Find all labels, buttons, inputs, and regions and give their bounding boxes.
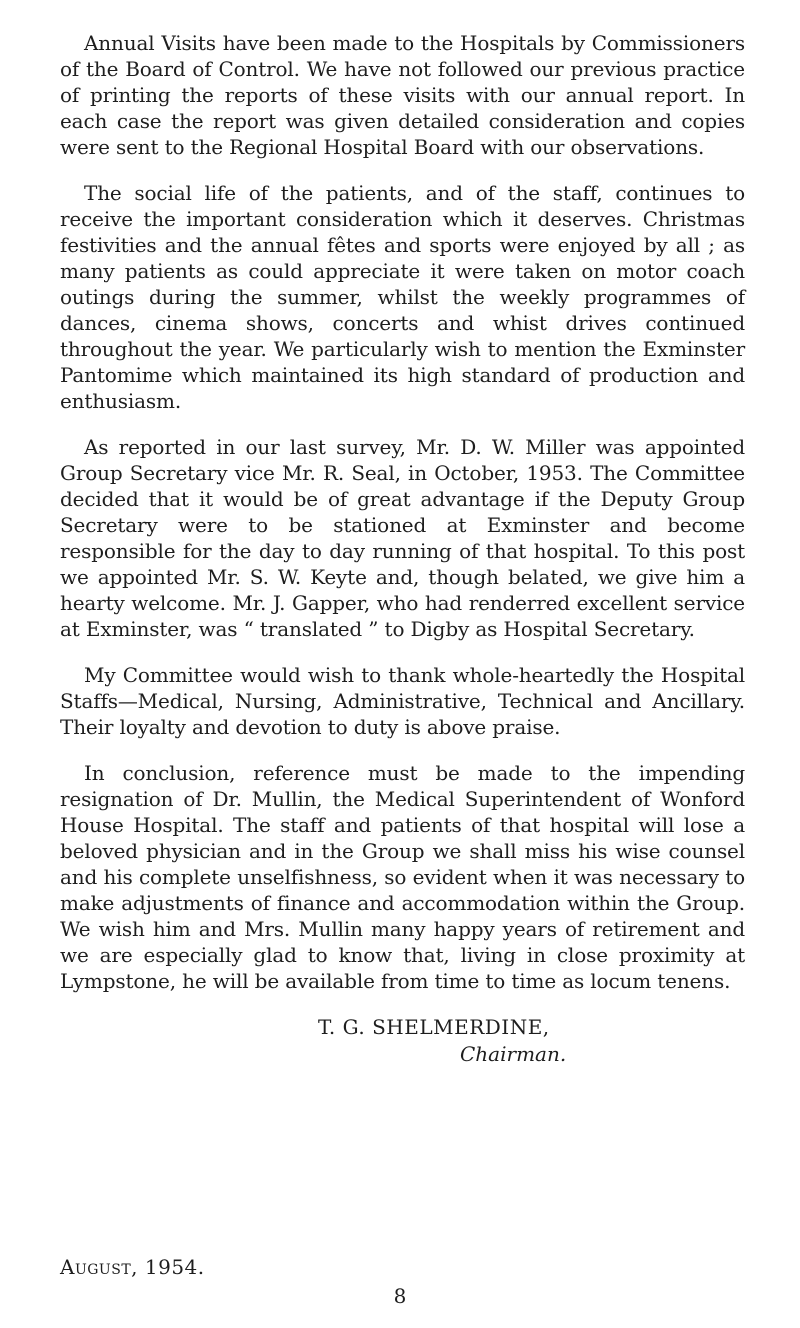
paragraph-board-of-control-visits: Annual Visits have been made to the Hospitals by Commissioners of the Board of Control. We have not followed our previous practice of printing the reports of these visits with our annual report. In each case the report was given detailed consideration and copies were sent to the Regional Hospital Board with our observations.	[60, 31, 745, 159]
page-number: 8	[393, 1284, 407, 1308]
paragraph-conclusion: In conclusion, reference must be made to the impending resignation of Dr. Mullin, the Medical Superintendent of Wonford House Hospital. The staff and patients of that hospital will lose a beloved physician and in the Group we shall miss his wise counsel and his complete unselfishness, so evident when it was necessary to make adjustments of finance and accommodation within the Group. We wish him and Mrs. Mullin many happy years of retirement and we are especially glad to know that, living in close proximity at Lympstone, he will be available from time to time as locum tenens.	[60, 761, 745, 993]
signatory-name: T. G. SHELMERDINE,	[318, 1015, 550, 1039]
document-body	[60, 30, 745, 1068]
signature-block	[60, 1014, 745, 1068]
paragraph-staff-thanks: My Committee would wish to thank whole-heartedly the Hospital Staffs—Medical, Nursing, Administrative, Technical and Ancillary. Their loyalty and devotion to duty is above praise.	[60, 663, 745, 739]
signatory-title: Chairman.	[460, 1042, 567, 1066]
paragraph-group-secretary: As reported in our last survey, Mr. D. W. Miller was appointed Group Secretary vice Mr. R. Seal, in October, 1953. The Committee decided that it would be of great advantage if the Deputy Group Secretary were to be stationed at Exminster and become responsible for the day to day running of that hospital. To this post we appointed Mr. S. W. Keyte and, though belated, we give him a hearty welcome. Mr. J. Gapper, who had renderred excellent service at Exminster, was “ translated ” to Digby as Hospital Secretary.	[60, 435, 745, 641]
paragraph-social-life: The social life of the patients, and of the staff, continues to receive the important consideration which it deserves. Christmas festivities and the annual fêtes and sports were enjoyed by all ; as many patients as could appreciate it were taken on motor coach outings during the summer, whilst the weekly programmes of dances, cinema shows, concerts and whist drives continued throughout the year. We particularly wish to mention the Exminster Pantomime which maintained its high standard of production and enthusiasm.	[60, 181, 745, 413]
document-date: August, 1954.	[60, 1255, 205, 1279]
